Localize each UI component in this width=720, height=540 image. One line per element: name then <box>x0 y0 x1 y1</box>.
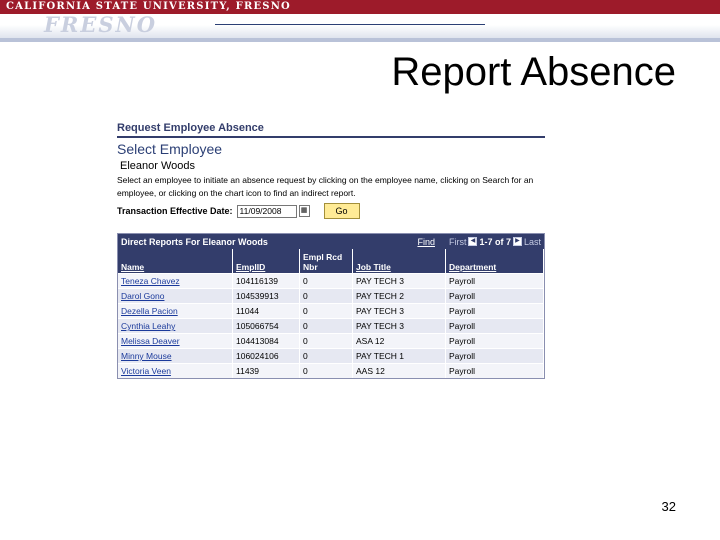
department-cell: Payroll <box>446 349 544 364</box>
table-row <box>118 289 544 304</box>
employee-link[interactable]: Victoria Veen <box>118 364 233 379</box>
department-cell: Payroll <box>446 304 544 319</box>
slide-title: Report Absence <box>391 50 676 94</box>
department-cell: Payroll <box>446 364 544 379</box>
rcd-cell: 0 <box>300 349 353 364</box>
rcd-cell: 0 <box>300 289 353 304</box>
first-link[interactable]: First <box>448 236 467 247</box>
job-title-cell: PAY TECH 2 <box>353 289 446 304</box>
calendar-icon[interactable]: ▦ <box>299 205 310 217</box>
job-title-cell: PAY TECH 3 <box>353 274 446 289</box>
job-title-cell: PAY TECH 3 <box>353 319 446 334</box>
department-cell: Payroll <box>446 334 544 349</box>
col-job-title[interactable]: Job Title <box>353 249 446 274</box>
seal-watermark: FRESNO <box>44 12 158 37</box>
date-row <box>117 203 545 219</box>
rcd-cell: 0 <box>300 334 353 349</box>
job-title-cell: AAS 12 <box>353 364 446 379</box>
emplid-cell: 105066754 <box>233 319 300 334</box>
employee-link[interactable]: Cynthia Leahy <box>118 319 233 334</box>
find-link[interactable]: Find <box>417 236 435 247</box>
banner-rule <box>215 24 485 25</box>
col-department[interactable]: Department <box>446 249 544 274</box>
emplid-cell: 11044 <box>233 304 300 319</box>
row-count: 1-7 of 7 <box>479 236 511 247</box>
department-cell: Payroll <box>446 319 544 334</box>
page-title: Request Employee Absence <box>117 122 545 138</box>
employee-link[interactable]: Teneza Chavez <box>118 274 233 289</box>
emplid-cell: 106024106 <box>233 349 300 364</box>
instructions: Select an employee to initiate an absence request by clicking on the employee name, clicking on Search for an employee, or clicking on the chart icon to find an indirect report. <box>117 175 534 198</box>
job-title-cell: ASA 12 <box>353 334 446 349</box>
table-row <box>118 334 544 349</box>
university-name: CALIFORNIA STATE UNIVERSITY, FRESNO <box>6 1 291 12</box>
grid-navigation <box>449 237 541 247</box>
go-button[interactable]: Go <box>324 203 360 219</box>
employee-link[interactable]: Minny Mouse <box>118 349 233 364</box>
job-title-cell: PAY TECH 3 <box>353 304 446 319</box>
col-empl-rcd: Empl Rcd Nbr <box>300 249 353 274</box>
col-emplid[interactable]: EmplID <box>233 249 300 274</box>
job-title-cell: PAY TECH 1 <box>353 349 446 364</box>
date-label: Transaction Effective Date: <box>117 206 233 216</box>
rcd-cell: 0 <box>300 274 353 289</box>
emplid-cell: 104539913 <box>233 289 300 304</box>
rcd-cell: 0 <box>300 304 353 319</box>
date-input[interactable]: 11/09/2008 <box>237 205 297 218</box>
next-arrow-icon[interactable]: ▶ <box>513 237 522 246</box>
university-banner <box>0 0 720 40</box>
direct-reports-grid <box>117 233 545 379</box>
reports-table <box>118 249 544 378</box>
table-row <box>118 304 544 319</box>
prev-arrow-icon[interactable]: ◀ <box>468 237 477 246</box>
emplid-cell: 104116139 <box>233 274 300 289</box>
department-cell: Payroll <box>446 289 544 304</box>
table-row <box>118 319 544 334</box>
page-number: 32 <box>661 499 676 514</box>
employee-link[interactable]: Melissa Deaver <box>118 334 233 349</box>
section-title: Select Employee <box>117 141 223 157</box>
col-name[interactable]: Name <box>118 249 233 274</box>
table-row <box>118 349 544 364</box>
emplid-cell: 11439 <box>233 364 300 379</box>
rcd-cell: 0 <box>300 319 353 334</box>
app-panel <box>117 122 545 379</box>
department-cell: Payroll <box>446 274 544 289</box>
emplid-cell: 104413084 <box>233 334 300 349</box>
table-row <box>118 364 544 379</box>
table-row <box>118 274 544 289</box>
employee-link[interactable]: Dezella Pacion <box>118 304 233 319</box>
rcd-cell: 0 <box>300 364 353 379</box>
banner-strip <box>0 38 720 42</box>
grid-header <box>118 234 544 249</box>
last-link[interactable]: Last <box>523 236 541 247</box>
employee-link[interactable]: Darol Gono <box>118 289 233 304</box>
manager-name: Eleanor Woods <box>120 160 196 172</box>
grid-title: Direct Reports For Eleanor Woods <box>121 236 268 247</box>
